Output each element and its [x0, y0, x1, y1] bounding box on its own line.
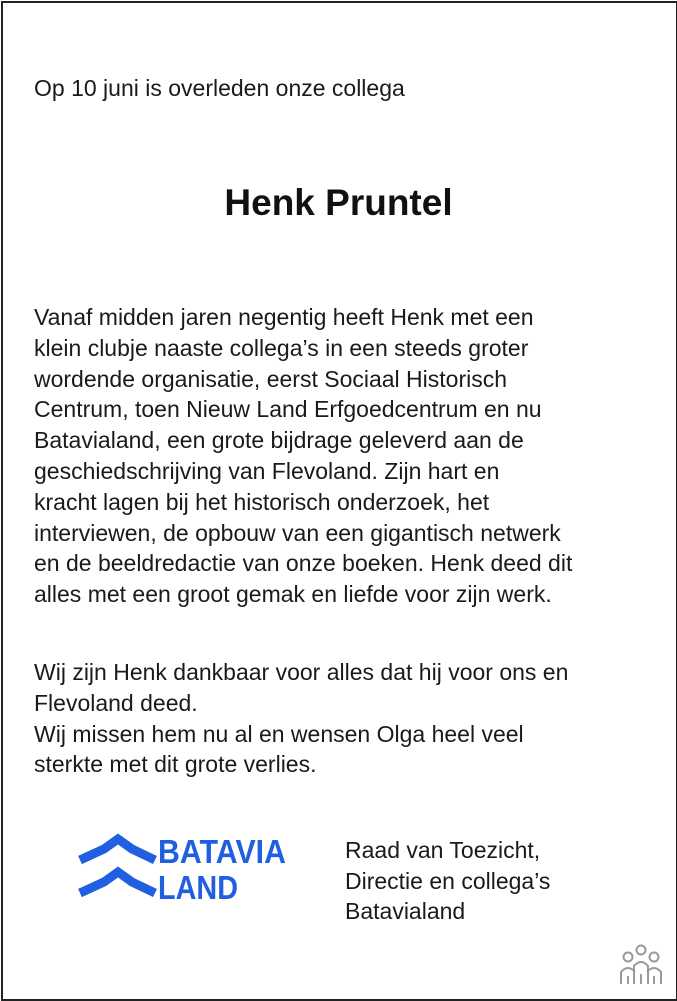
- paragraph-line: Batavialand, een grote bijdrage geleverd aan de: [34, 427, 524, 454]
- paragraph-line: sterkte met dit grote verlies.: [34, 751, 317, 778]
- paragraph-line: interviewen, de opbouw van een gigantisch netwerk: [34, 519, 561, 546]
- paragraph-line: Wij zijn Henk dankbaar voor alles dat hij voor ons en: [34, 659, 569, 685]
- deceased-name: Henk Pruntel: [224, 182, 453, 223]
- paragraph-line: Wij missen hem nu al en wensen Olga heel veel: [34, 720, 524, 747]
- paragraph-line: kracht lagen bij het historisch onderzoek, het: [34, 488, 490, 515]
- paragraph-line: alles met een groot gemak en liefde voor zijn werk.: [34, 581, 552, 608]
- signature-line: Batavialand: [345, 898, 466, 924]
- paragraph-line: en de beeldredactie van onze boeken. Henk deed dit: [34, 550, 573, 577]
- batavialand-logo: [78, 830, 293, 905]
- signature-line: Raad van Toezicht,: [345, 837, 541, 863]
- people-group-icon: [617, 944, 665, 986]
- intro-text: Op 10 juni is overleden onze collega: [34, 75, 405, 101]
- logo-line2: LAND: [158, 869, 238, 905]
- paragraph-line: klein clubje naaste collega’s in een steeds groter: [34, 334, 529, 361]
- logo-line1: BATAVIA: [158, 833, 286, 870]
- paragraph-line: Flevoland deed.: [34, 689, 198, 716]
- paragraph-line: geschiedschrijving van Flevoland. Zijn hart en: [34, 457, 500, 484]
- signature-line: Directie en collega’s: [345, 867, 551, 894]
- tribute-paragraph: [34, 302, 572, 610]
- paragraph-line: wordende organisatie, eerst Sociaal Historisch: [34, 365, 508, 392]
- paragraph-line: Centrum, toen Nieuw Land Erfgoedcentrum en nu: [34, 396, 542, 423]
- batavialand-wave-logo-icon: [78, 830, 293, 905]
- paragraph-line: Vanaf midden jaren negentig heeft Henk met een: [34, 304, 534, 330]
- gratitude-paragraph: [34, 657, 568, 780]
- signature-block: [345, 835, 550, 927]
